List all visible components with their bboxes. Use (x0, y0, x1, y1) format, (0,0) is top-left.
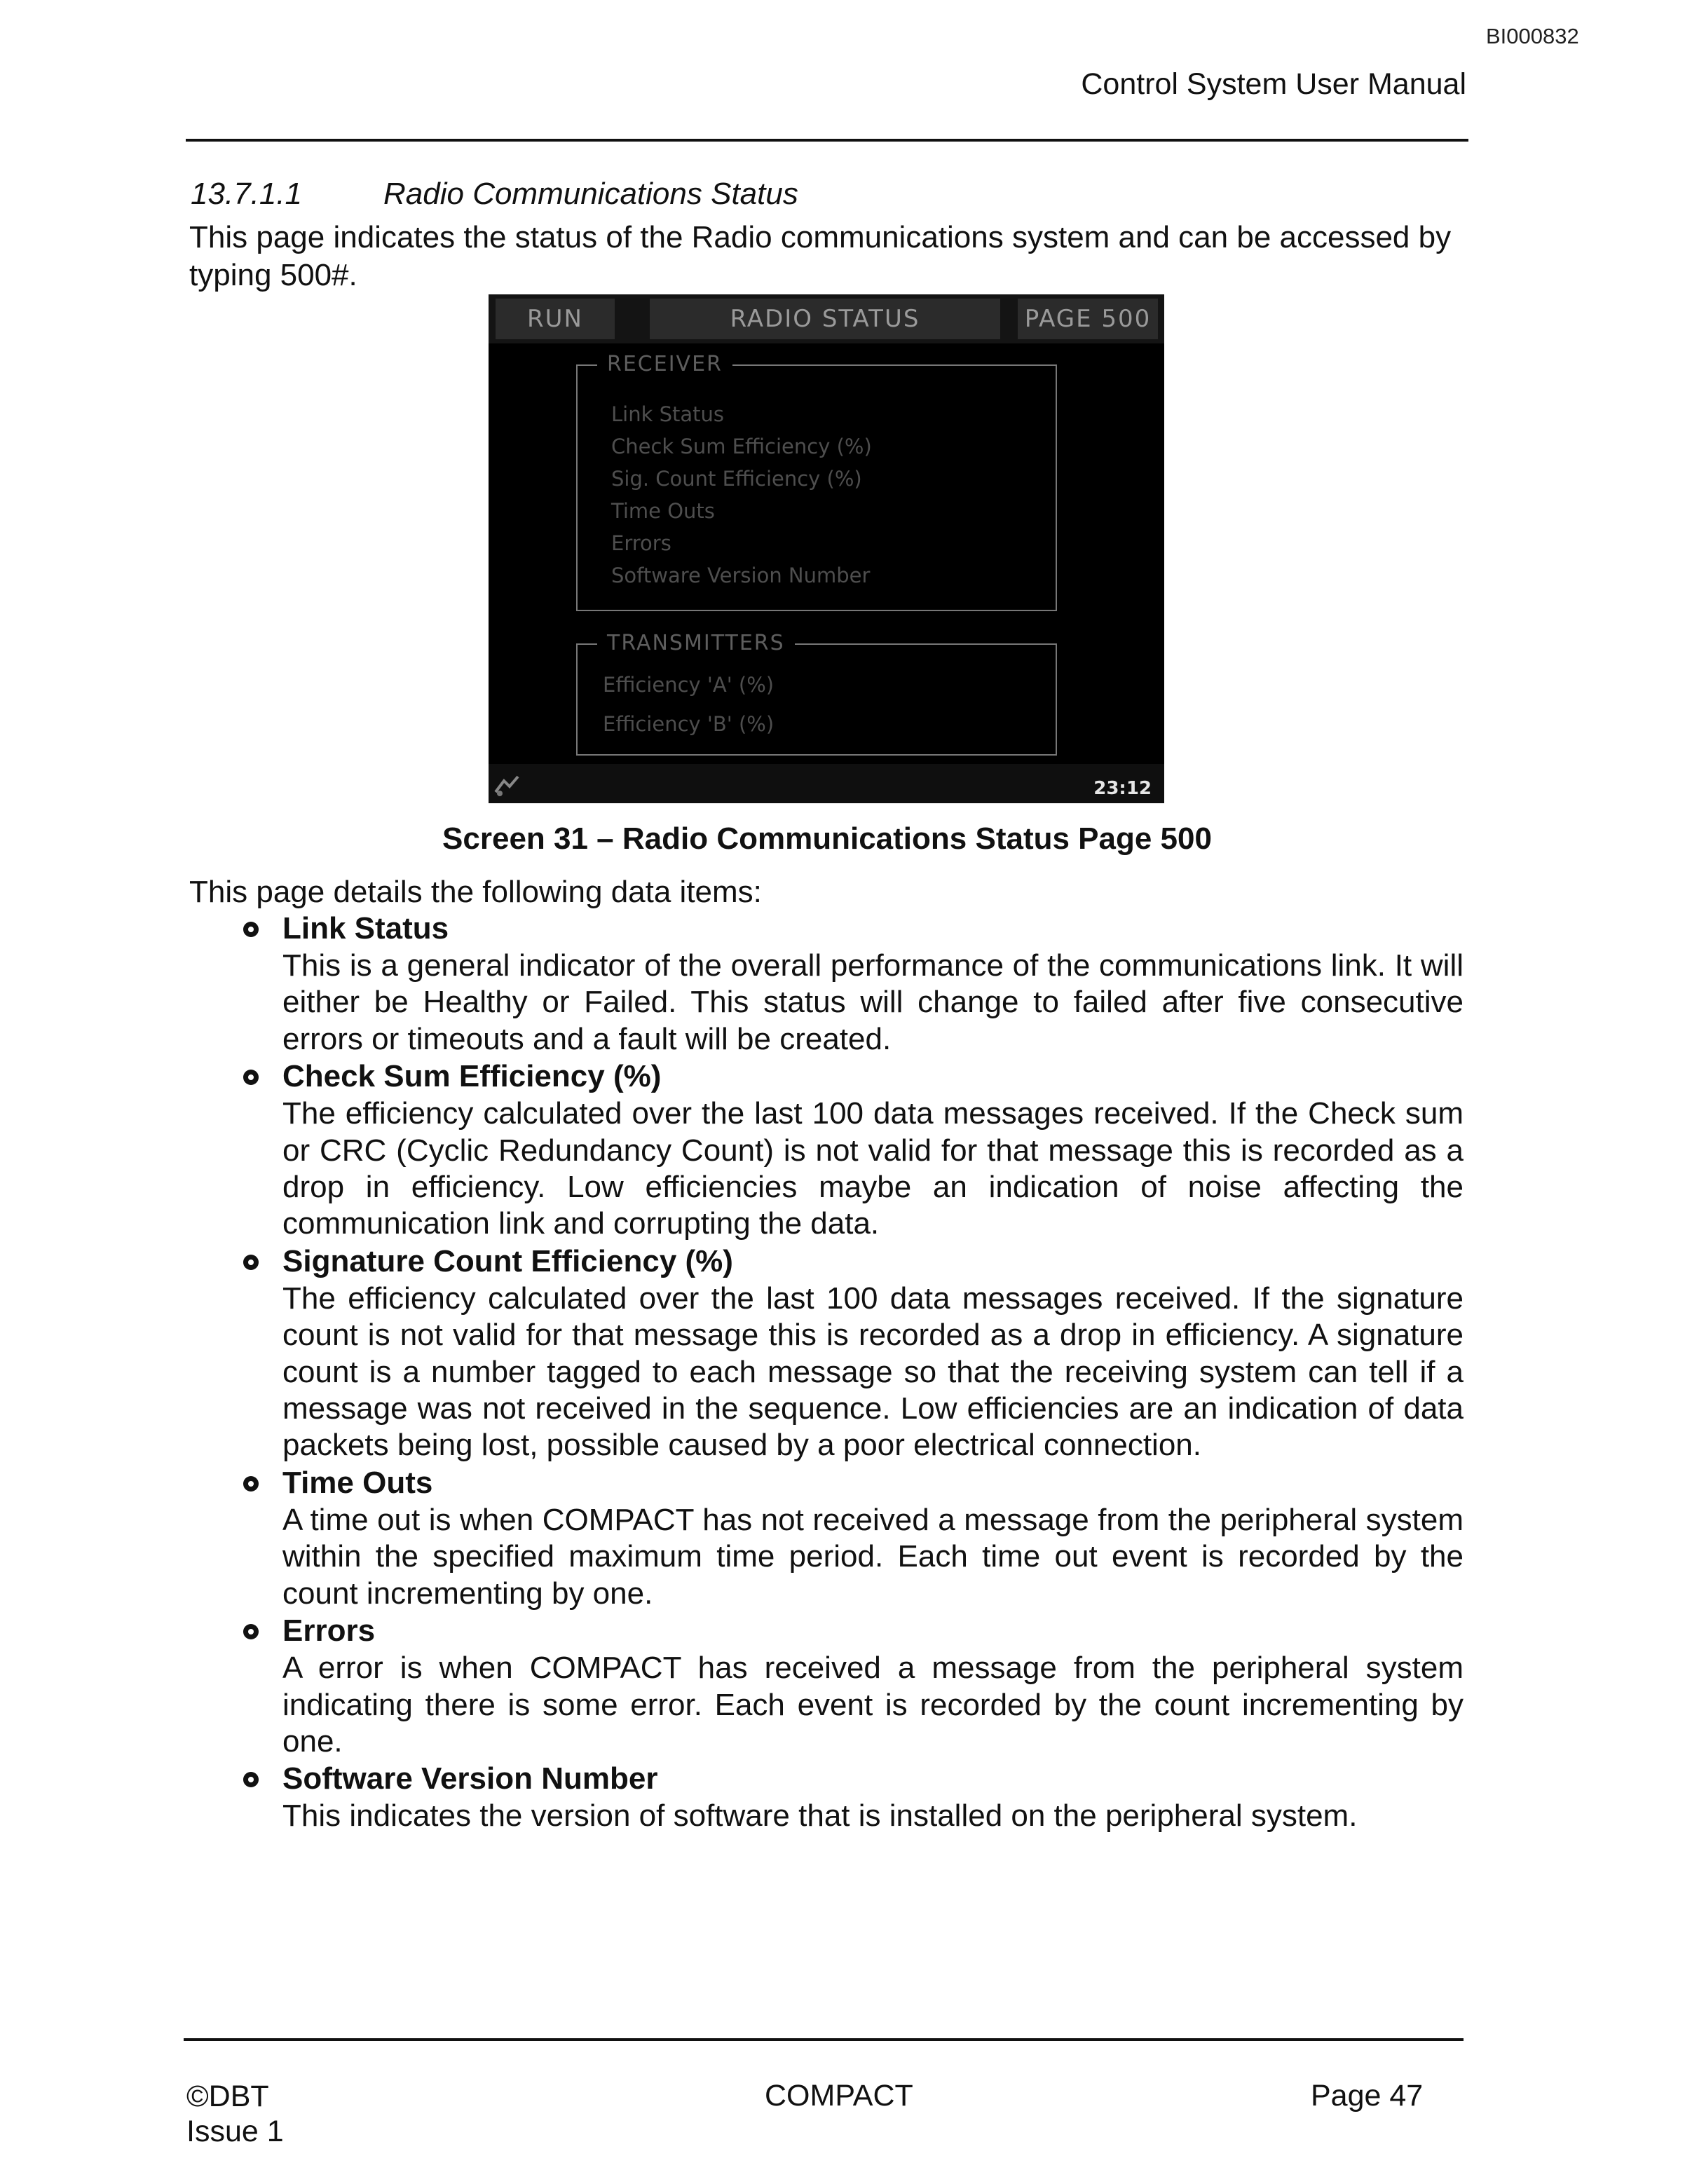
screen-clock: 23:12 (1093, 778, 1152, 799)
tab-radio-status: RADIO STATUS (650, 299, 1000, 339)
item-title: Signature Count Efficiency (%) (282, 1243, 733, 1278)
item-description: This indicates the version of software that is installed on the peripheral system. (282, 1799, 1358, 1834)
item-title: Software Version Number (282, 1761, 658, 1796)
field-sig-count-efficiency: Sig. Count Efficiency (%) (611, 467, 862, 491)
radio-status-screen (489, 294, 1164, 803)
field-errors: Errors (611, 531, 671, 555)
footer-rule (184, 2038, 1464, 2041)
field-efficiency-a: Efficiency 'A' (%) (603, 673, 775, 697)
field-software-version: Software Version Number (611, 564, 871, 587)
list-item (238, 910, 1464, 1058)
section-number: 13.7.1.1 (191, 177, 303, 211)
bullet-icon (242, 920, 260, 939)
transmitters-panel (576, 631, 1057, 756)
footer-issue: Issue 1 (186, 2115, 284, 2148)
item-title: Errors (282, 1613, 376, 1649)
item-title: Check Sum Efficiency (%) (282, 1059, 662, 1094)
section-title: Radio Communications Status (383, 177, 798, 211)
bullet-icon (242, 1770, 260, 1789)
receiver-title: RECEIVER (597, 352, 732, 376)
document-id: BI000832 (1486, 24, 1579, 48)
field-efficiency-b: Efficiency 'B' (%) (603, 712, 775, 736)
details-intro: This page details the following data items: (189, 875, 762, 909)
transmitters-title: TRANSMITTERS (597, 631, 795, 655)
manual-title: Control System User Manual (1081, 67, 1466, 101)
bullet-icon (242, 1623, 260, 1641)
list-item (238, 1464, 1464, 1612)
screen-caption: Screen 31 – Radio Communications Status Page 500 (442, 821, 1212, 856)
data-items-list (238, 910, 1464, 1835)
item-description: A error is when COMPACT has received a message from the peripheral system indicating there is some error. Each event is recorded by the count incrementing by one. (282, 1651, 1464, 1759)
field-time-outs: Time Outs (611, 499, 715, 523)
tab-run: RUN (496, 299, 615, 339)
field-check-sum-efficiency: Check Sum Efficiency (%) (611, 435, 872, 458)
footer-left (186, 2079, 284, 2149)
section-heading (191, 177, 798, 212)
field-link-status: Link Status (611, 402, 725, 426)
item-title: Time Outs (282, 1465, 433, 1500)
list-item (238, 1760, 1464, 1834)
list-item (238, 1612, 1464, 1760)
list-item (238, 1243, 1464, 1464)
screen-status-bar (489, 764, 1164, 803)
header-rule (186, 139, 1468, 142)
bullet-icon (242, 1253, 260, 1271)
footer-copyright: ©DBT (186, 2080, 269, 2113)
item-description: This is a general indicator of the overall performance of the communications link. It will either be Healthy or Failed. This status will change to failed after five consecutive errors or timeouts and a fault will be created. (282, 948, 1464, 1056)
section-intro: This page indicates the status of the Radio communications system and can be accessed by typing 500#. (189, 220, 1452, 292)
footer-page-number: Page 47 (1311, 2079, 1424, 2113)
machine-icon (493, 771, 521, 799)
item-description: The efficiency calculated over the last 100 data messages received. If the signature count is not valid for that message this is recorded as a drop in efficiency. A signature count is a number tagged to each message so that the receiving system can tell if a message was not received in the sequence. Low efficiencies are an indication of data packets being lost, possible caused by a poor electrical connection. (282, 1281, 1464, 1463)
screen-tab-bar (489, 294, 1164, 343)
item-title: Link Status (282, 911, 449, 946)
tab-page-500: PAGE 500 (1018, 299, 1158, 339)
item-description: A time out is when COMPACT has not received a message from the peripheral system within the specified maximum time period. Each time out event is recorded by the count incrementing by one. (282, 1502, 1464, 1611)
bullet-icon (242, 1475, 260, 1493)
footer-product: COMPACT (765, 2079, 913, 2113)
receiver-panel (576, 352, 1057, 611)
bullet-icon (242, 1068, 260, 1086)
item-description: The efficiency calculated over the last 100 data messages received. If the Check sum or CRC (Cyclic Redundancy Count) is not valid for that message this is recorded as a drop in efficiency. Low efficiencies maybe an indication of noise affecting the communication link and corrupting the data. (282, 1096, 1464, 1241)
list-item (238, 1058, 1464, 1243)
